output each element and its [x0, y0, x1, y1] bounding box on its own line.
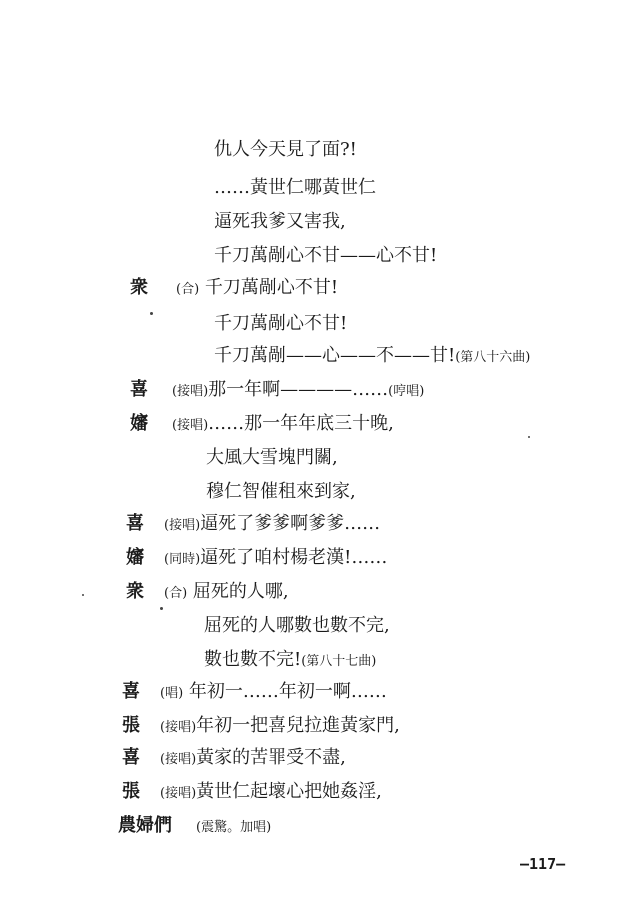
stage-direction: (哼唱)	[388, 384, 425, 399]
verse-line: 數也數不完!(第八十七曲)	[204, 649, 377, 670]
scan-speck	[82, 594, 84, 596]
stage-direction: (同時)	[164, 552, 201, 567]
verse-line: (接唱)那一年啊————……(哼唱)	[172, 379, 425, 400]
stage-direction: (接唱)	[160, 786, 197, 801]
stage-direction: (唱)	[160, 686, 184, 701]
verse-line: 逼死我爹又害我,	[214, 211, 346, 232]
speaker-label: 喜	[130, 379, 148, 400]
speaker-label: 嬸	[130, 413, 148, 434]
scan-speck	[150, 312, 153, 315]
verse-line: (接唱)黃家的苦罪受不盡,	[160, 747, 346, 768]
stage-direction: (接唱)	[172, 384, 209, 399]
speaker-label: 喜	[122, 681, 140, 702]
stage-direction: (接唱)	[172, 418, 209, 433]
speaker-label: 喜	[126, 513, 144, 534]
stage-direction: (接唱)	[160, 720, 197, 735]
stage-direction: (接唱)	[160, 752, 197, 767]
speaker-label: 喜	[122, 747, 140, 768]
song-number: (第八十七曲)	[301, 654, 377, 669]
speaker-label: 衆	[130, 277, 148, 298]
stage-direction: (合)	[176, 282, 200, 297]
verse-line: 千刀萬剮心不甘!	[214, 313, 348, 334]
verse-line: (唱) 年初一……年初一啊……	[160, 681, 387, 702]
verse-line: (接唱)年初一把喜兒拉進黃家門,	[160, 715, 400, 736]
verse-line: (同時)逼死了咱村楊老漢!……	[164, 547, 388, 568]
verse-line: (合) 千刀萬剮心不甘!	[176, 277, 339, 298]
song-number: (第八十六曲)	[455, 350, 531, 365]
speaker-label: 張	[122, 715, 140, 736]
speaker-label: 張	[122, 781, 140, 802]
verse-line: (接唱)黃世仁起壞心把她姦淫,	[160, 781, 382, 802]
verse-line: (接唱)……那一年年底三十晚,	[172, 413, 394, 434]
verse-line	[196, 814, 271, 840]
speaker-label: 衆	[126, 581, 144, 602]
verse-line: 仇人今天見了面?!	[214, 139, 357, 160]
verse-line: ……黃世仁哪黃世仁	[214, 177, 376, 198]
speaker-label: 嬸	[126, 547, 144, 568]
stage-direction: (合)	[164, 586, 188, 601]
verse-line: 千刀萬剮心不甘——心不甘!	[214, 245, 438, 266]
stage-direction: (震驚。加唱)	[196, 820, 272, 835]
scan-speck	[528, 436, 530, 438]
verse-line: 穆仁智催租來到家,	[206, 481, 356, 502]
verse-line: (合) 屈死的人哪,	[164, 581, 289, 602]
scan-speck	[160, 607, 163, 610]
page-number: —117—	[520, 855, 566, 873]
verse-line: 千刀萬剮——心——不——甘!(第八十六曲)	[214, 345, 531, 366]
stage-direction: (接唱)	[164, 518, 201, 533]
verse-line: 屈死的人哪數也數不完,	[204, 615, 390, 636]
verse-line: 大風大雪塊門關,	[206, 447, 338, 468]
speaker-label: 農婦們	[118, 815, 172, 836]
verse-line: (接唱)逼死了爹爹啊爹爹……	[164, 513, 381, 534]
